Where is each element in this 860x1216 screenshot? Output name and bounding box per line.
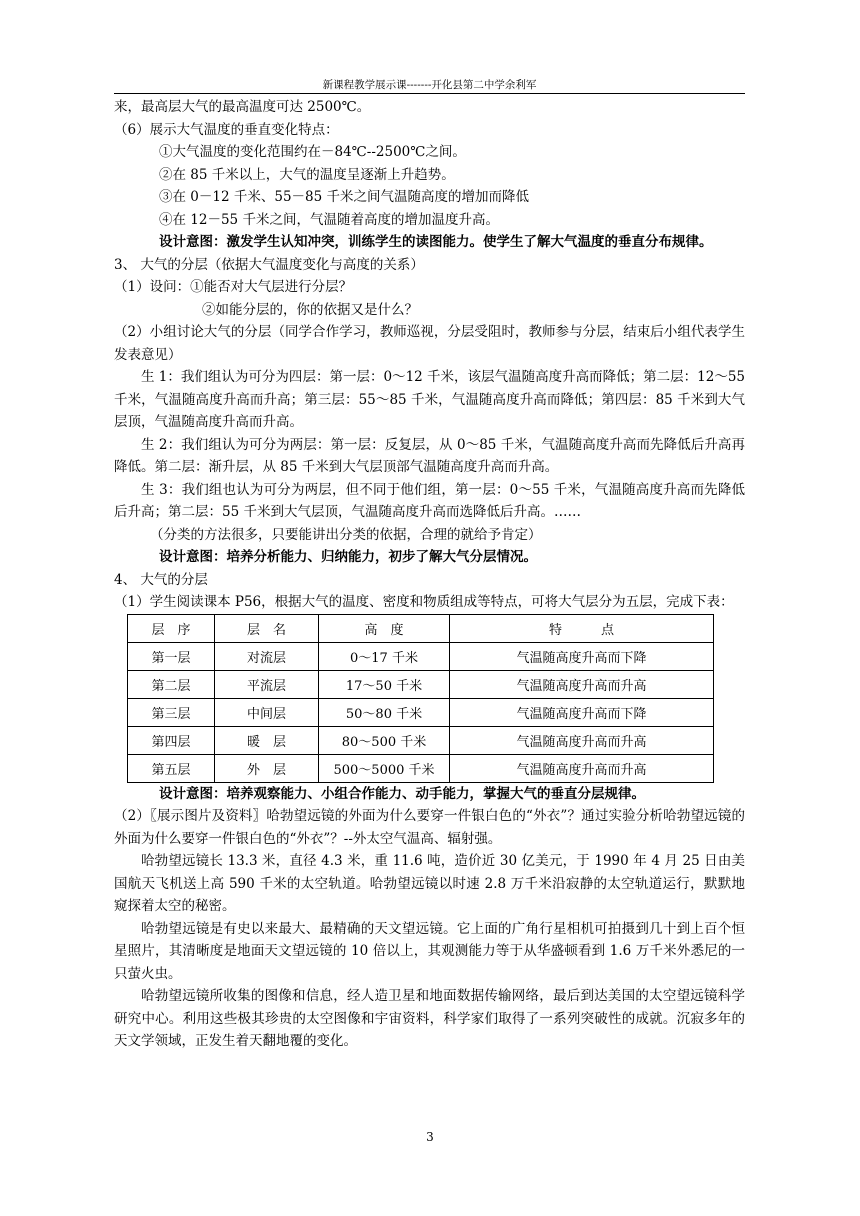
student-1-answer: 生 1：我们组认为可分为四层：第一层：0～12 千米，该层气温随高度升高而降低；第二层：12～55 千米，气温随高度升高而升高；第三层：55～85 千米，气温随高度升高而降低；第四层：85 千米到大气层顶，气温随高度升高而升高。 xyxy=(114,369,745,430)
table-cell: 气温随高度升高而下降 xyxy=(450,698,714,726)
student-3-answer: 生 3：我们组也认为可分为两层，但不同于他们组，第一层：0～55 千米，气温随高度升高而先降低后升高；第二层：55 千米到大气层顶，气温随高度升高而选降低后升高。…… xyxy=(114,481,745,520)
table-row xyxy=(128,726,714,754)
column-header: 层 序 xyxy=(128,614,215,642)
table-cell: 气温随高度升高而下降 xyxy=(450,642,714,670)
hubble-paragraph: 哈勃望远镜长 13.3 米，直径 4.3 米，重 11.6 吨，造价近 30 亿美元，于 1990 年 4 月 25 日由美国航天飞机送上高 590 千米的太空轨道。哈勃望远镜以时速 2.8 万千米沿寂静的太空轨道运行，默默地窥探着太空的秘密。 xyxy=(114,853,745,914)
teacher-note: （分类的方法很多，只要能讲出分类的依据，合理的就给予肯定） xyxy=(150,526,542,543)
atmosphere-layers-table xyxy=(127,614,714,783)
design-intent: 设计意图：激发学生认知冲突，训练学生的读图能力。使学生了解大气温度的垂直分布规律。 xyxy=(159,234,713,250)
list-item: ③在 0－12 千米、55－85 千米之间气温随高度的增加而降低 xyxy=(159,189,529,205)
column-header: 层 名 xyxy=(215,614,319,642)
table-cell: 500～5000 千米 xyxy=(319,754,450,782)
page-number: 3 xyxy=(426,1130,434,1144)
section-3-heading: 3、 大气的分层（依据大气温度变化与高度的关系） xyxy=(114,256,424,273)
section-6-heading: （6）展示大气温度的垂直变化特点： xyxy=(114,121,339,138)
table-cell: 50～80 千米 xyxy=(319,698,450,726)
column-header: 高 度 xyxy=(319,614,450,642)
table-cell: 对流层 xyxy=(215,642,319,670)
paragraph: （2）〖展示图片及资料〗哈勃望远镜的外面为什么要穿一件银白色的“外衣”？通过实验分析哈勃望远镜的外面为什么要穿一件银白色的“外衣”？--外太空气温高、辐射强。 xyxy=(114,808,745,847)
hubble-paragraph: 哈勃望远镜所收集的图像和信息，经人造卫星和地面数据传输网络，最后到达美国的太空望远镜科学研究中心。利用这些极其珍贵的太空图像和宇宙资料，科学家们取得了一系列突破性的成就。沉寂多年的天文学领域，正发生着天翻地覆的变化。 xyxy=(114,988,745,1049)
question-line: ②如能分层的，你的依据又是什么？ xyxy=(202,301,418,318)
paragraph: （2）小组讨论大气的分层（同学合作学习，教师巡视，分层受阻时，教师参与分层，结束后小组代表学生发表意见） xyxy=(114,324,745,363)
table-cell: 第五层 xyxy=(128,754,215,782)
table-cell: 气温随高度升高而升高 xyxy=(450,670,714,698)
list-item: ②在 85 千米以上，大气的温度呈逐渐上升趋势。 xyxy=(159,166,455,183)
table-cell: 平流层 xyxy=(215,670,319,698)
column-header: 特 点 xyxy=(450,614,714,642)
table-row xyxy=(128,698,714,726)
design-intent: 设计意图：培养分析能力、归纳能力，初步了解大气分层情况。 xyxy=(159,549,537,565)
question-line: （1）设问：①能否对大气层进行分层？ xyxy=(114,279,353,295)
table-row xyxy=(128,642,714,670)
table-header-row xyxy=(128,614,714,642)
section-4-heading: 4、 大气的分层 xyxy=(114,571,208,588)
document-body xyxy=(114,96,745,1053)
table-cell: 第四层 xyxy=(128,726,215,754)
table-cell: 中间层 xyxy=(215,698,319,726)
table-cell: 第三层 xyxy=(128,698,215,726)
paragraph: （1）学生阅读课本 P56，根据大气的温度、密度和物质组成等特点，可将大气层分为五层，完成下表： xyxy=(114,594,734,610)
table-cell: 暖 层 xyxy=(215,726,319,754)
table-cell: 第二层 xyxy=(128,670,215,698)
table-row xyxy=(128,670,714,698)
table-cell: 0～17 千米 xyxy=(319,642,450,670)
page-header: 新课程教学展示课-------开化县第二中学余利军 xyxy=(114,78,745,94)
table-cell: 第一层 xyxy=(128,642,215,670)
table-row xyxy=(128,754,714,782)
list-item: ①大气温度的变化范围约在－84℃--2500℃之间。 xyxy=(159,144,466,160)
list-item: ④在 12－55 千米之间，气温随着高度的增加温度升高。 xyxy=(159,211,499,228)
design-intent: 设计意图：培养观察能力、小组合作能力、动手能力，掌握大气的垂直分层规律。 xyxy=(159,785,645,802)
hubble-paragraph: 哈勃望远镜是有史以来最大、最精确的天文望远镜。它上面的广角行星相机可拍摄到几十到上百个恒星照片，其清晰度是地面天文望远镜的 10 倍以上，其观测能力等于从华盛顿看到 1.6 万千米外悉尼的一只萤火虫。 xyxy=(114,920,745,982)
table-cell: 80～500 千米 xyxy=(319,726,450,754)
table-cell: 气温随高度升高而升高 xyxy=(450,726,714,754)
table-cell: 外 层 xyxy=(215,754,319,782)
paragraph-line: 来，最高层大气的最高温度可达 2500℃。 xyxy=(114,99,371,115)
table-cell: 气温随高度升高而升高 xyxy=(450,754,714,782)
table-cell: 17～50 千米 xyxy=(319,670,450,698)
student-2-answer: 生 2：我们组认为可分为两层：第一层：反复层，从 0～85 千米，气温随高度升高而先降低后升高再降低。第二层：渐升层，从 85 千米到大气层顶部气温随高度升高而升高。 xyxy=(114,436,745,475)
